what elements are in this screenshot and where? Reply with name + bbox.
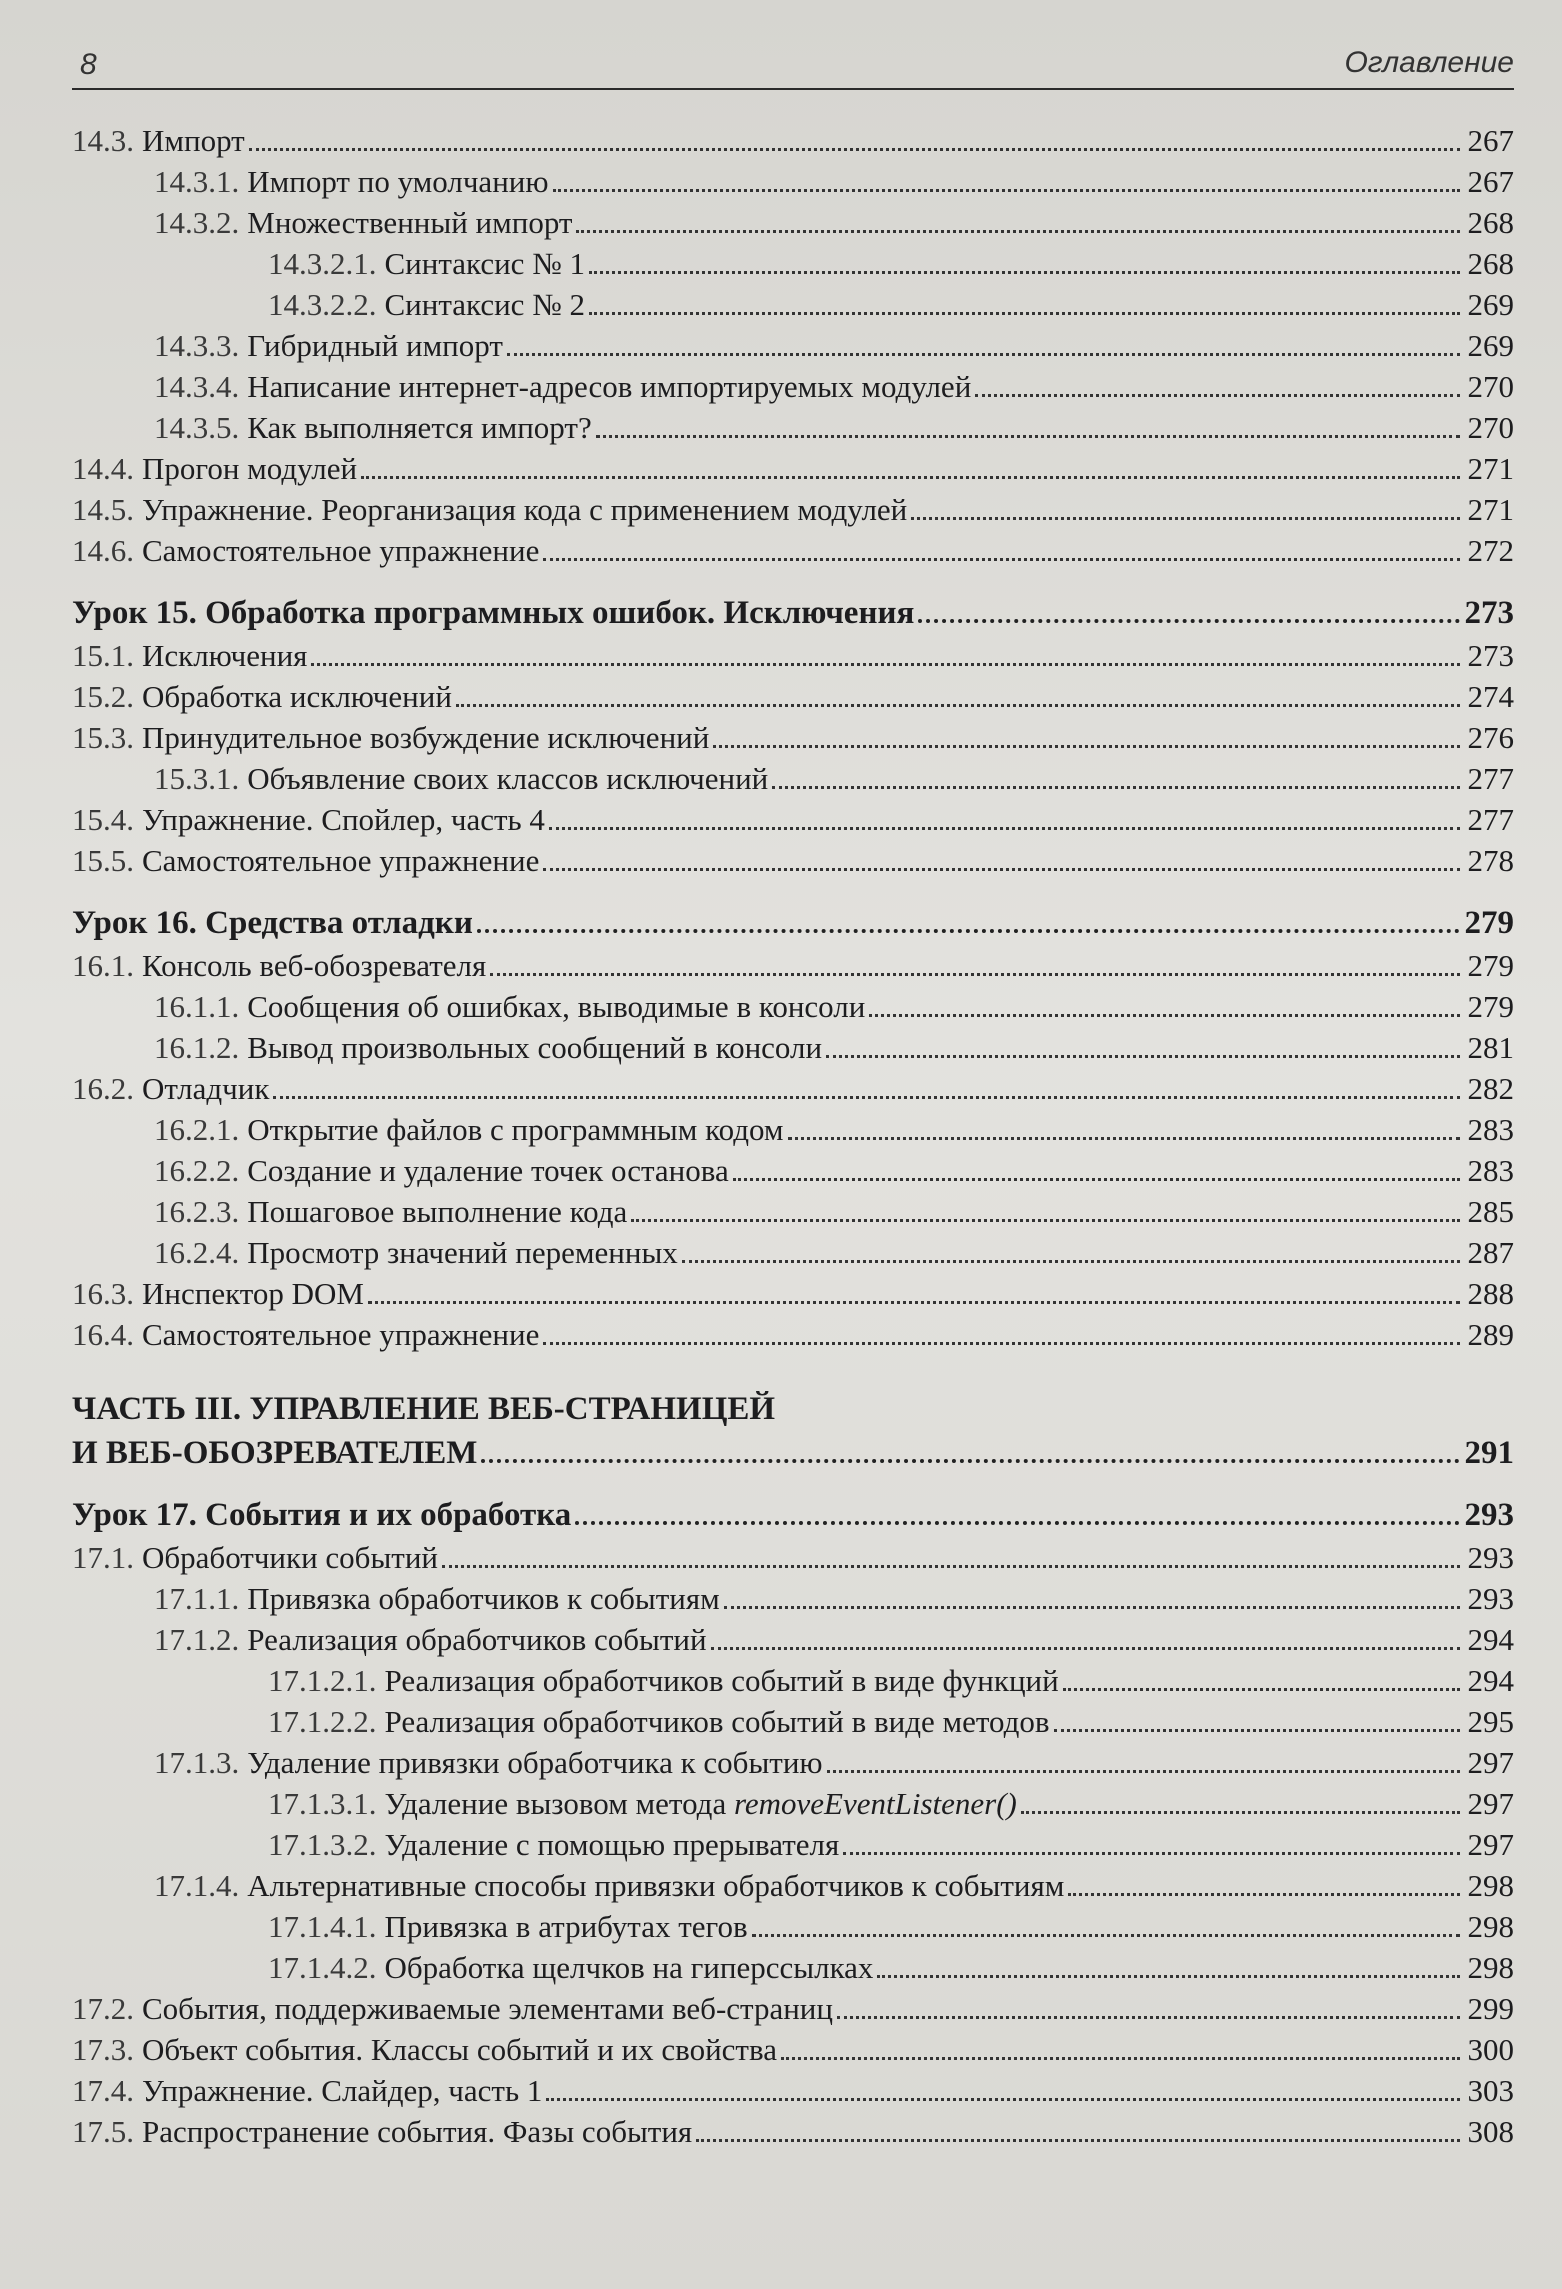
page-ref: 293 xyxy=(1464,1497,1514,1533)
entry-number: 17.4. xyxy=(72,2073,134,2108)
page-ref: 298 xyxy=(1467,1909,1514,1944)
entry-title-text: Удаление с помощью прерывателя xyxy=(384,1827,840,1862)
entry-title-text: Реализация обработчиков событий в виде методов xyxy=(384,1704,1050,1739)
entry-title xyxy=(247,758,768,799)
entry-number: 17.1.1. xyxy=(154,1581,240,1616)
entry-number: 17.1.3.1. xyxy=(268,1786,377,1821)
page-ref: 303 xyxy=(1467,2073,1514,2108)
lesson-heading xyxy=(72,591,1514,635)
leader-dots xyxy=(596,435,1460,438)
entry-number: 16.2. xyxy=(72,1071,134,1106)
entry-title-text: Самостоятельное упражнение xyxy=(142,1317,540,1352)
toc-entry xyxy=(72,1824,1514,1865)
leader-dots xyxy=(975,394,1460,397)
leader-dots xyxy=(733,1178,1460,1181)
leader-dots xyxy=(553,189,1460,192)
entry-title xyxy=(385,1701,1050,1742)
leader-dots xyxy=(456,704,1460,707)
entry-number: 15.3.1. xyxy=(154,761,240,796)
leader-dots xyxy=(827,1770,1460,1773)
leader-dots xyxy=(361,476,1460,479)
toc-entry xyxy=(72,2029,1514,2070)
toc-group-15 xyxy=(72,635,1514,881)
entry-title-code: removeEventListener() xyxy=(733,1786,1017,1821)
entry-title xyxy=(385,284,586,325)
entry-title-text: Удаление вызовом метода xyxy=(384,1786,727,1821)
leader-dots xyxy=(477,929,1460,933)
entry-number: 14.3.2.1. xyxy=(268,246,377,281)
toc-entry xyxy=(72,1619,1514,1660)
entry-number: 17.1.4. xyxy=(154,1868,240,1903)
leader-dots xyxy=(1054,1729,1460,1732)
toc-entry xyxy=(72,1742,1514,1783)
toc-entry xyxy=(72,1232,1514,1273)
entry-number: 14.3. xyxy=(72,123,134,158)
page-ref: 293 xyxy=(1467,1581,1514,1616)
leader-dots xyxy=(311,663,1460,666)
toc-entry xyxy=(72,1068,1514,1109)
entry-number: 14.5. xyxy=(72,492,134,527)
entry-number: 14.6. xyxy=(72,533,134,568)
toc-entry xyxy=(72,1578,1514,1619)
leader-dots xyxy=(543,868,1460,871)
page-ref: 271 xyxy=(1467,492,1514,527)
entry-number: 16.4. xyxy=(72,1317,134,1352)
toc-group-17 xyxy=(72,1537,1514,2152)
entry-number: 17.1.2.1. xyxy=(268,1663,377,1698)
toc-entry xyxy=(72,243,1514,284)
toc-group-16 xyxy=(72,945,1514,1355)
page-ref: 288 xyxy=(1467,1276,1514,1311)
entry-number: 14.3.3. xyxy=(154,328,240,363)
leader-dots xyxy=(249,148,1460,151)
page-ref: 285 xyxy=(1467,1194,1514,1229)
entry-title-text: Синтаксис № 1 xyxy=(384,246,586,281)
leader-dots xyxy=(1063,1688,1460,1691)
entry-title-text: Обработка щелчков на гиперссылках xyxy=(384,1950,874,1985)
toc-entry xyxy=(72,1783,1514,1824)
entry-number: 16.2.3. xyxy=(154,1194,240,1229)
entry-number: 16.1. xyxy=(72,948,134,983)
entry-title xyxy=(142,120,245,161)
entry-title-text: Отладчик xyxy=(142,1071,270,1106)
page-ref: 289 xyxy=(1467,1317,1514,1352)
leader-dots xyxy=(772,786,1460,789)
toc-entry xyxy=(72,448,1514,489)
entry-title-text: Консоль веб-обозревателя xyxy=(142,948,487,983)
entry-title-text: Синтаксис № 2 xyxy=(384,287,586,322)
toc-entry xyxy=(72,325,1514,366)
leader-dots xyxy=(843,1852,1460,1855)
lesson-heading xyxy=(72,1493,1514,1537)
entry-title xyxy=(247,1109,783,1150)
entry-title-text: Гибридный импорт xyxy=(247,328,503,363)
entry-number: 17.1.2. xyxy=(154,1622,240,1657)
toc-entry xyxy=(72,1947,1514,1988)
page-ref: 277 xyxy=(1467,802,1514,837)
leader-dots xyxy=(837,2016,1460,2019)
entry-title-text: Упражнение. Реорганизация кода с применением модулей xyxy=(142,492,908,527)
entry-title-text: Множественный импорт xyxy=(247,205,573,240)
page-ref: 270 xyxy=(1467,369,1514,404)
page-ref: 297 xyxy=(1467,1745,1514,1780)
page-ref: 282 xyxy=(1467,1071,1514,1106)
leader-dots xyxy=(589,312,1460,315)
leader-dots xyxy=(752,1934,1460,1937)
page-ref: 297 xyxy=(1467,1786,1514,1821)
entry-title-text: Удаление привязки обработчика к событию xyxy=(247,1745,823,1780)
entry-title xyxy=(142,489,907,530)
entry-title-text: Обработчики событий xyxy=(142,1540,438,1575)
entry-title-text: Вывод произвольных сообщений в консоли xyxy=(247,1030,823,1065)
entry-title xyxy=(247,1578,720,1619)
page-ref: 267 xyxy=(1467,164,1514,199)
toc-entry xyxy=(72,1150,1514,1191)
entry-title xyxy=(385,1660,1059,1701)
entry-number: 15.1. xyxy=(72,638,134,673)
page-ref: 278 xyxy=(1467,843,1514,878)
entry-title xyxy=(142,1273,364,1314)
entry-number: 15.4. xyxy=(72,802,134,837)
page-ref: 294 xyxy=(1467,1622,1514,1657)
entry-number: 17.2. xyxy=(72,1991,134,2026)
entry-title-text: Импорт xyxy=(142,123,245,158)
entry-title xyxy=(247,325,503,366)
toc-entry xyxy=(72,1660,1514,1701)
entry-title xyxy=(142,530,539,571)
toc-entry xyxy=(72,1988,1514,2029)
entry-title xyxy=(247,366,971,407)
entry-title-text: Открытие файлов с программным кодом xyxy=(247,1112,784,1147)
toc-entry xyxy=(72,676,1514,717)
leader-dots xyxy=(1068,1893,1460,1896)
entry-number: 14.4. xyxy=(72,451,134,486)
leader-dots xyxy=(549,827,1460,830)
entry-title-text: Исключения xyxy=(142,638,308,673)
toc-entry xyxy=(72,1701,1514,1742)
leader-dots xyxy=(713,745,1460,748)
leader-dots xyxy=(826,1055,1460,1058)
entry-title-text: Просмотр значений переменных xyxy=(247,1235,678,1270)
part-title-line2: И ВЕБ-ОБОЗРЕВАТЕЛЕМ xyxy=(72,1435,478,1471)
entry-title-text: Создание и удаление точек останова xyxy=(247,1153,729,1188)
toc-entry xyxy=(72,1537,1514,1578)
page-header xyxy=(72,18,1514,90)
entry-title-text: Распространение события. Фазы события xyxy=(142,2114,693,2149)
page-ref: 283 xyxy=(1467,1112,1514,1147)
page-ref: 298 xyxy=(1467,1950,1514,1985)
leader-dots xyxy=(631,1219,1460,1222)
leader-dots xyxy=(368,1301,1460,1304)
entry-title xyxy=(385,1824,840,1865)
entry-title-text: Написание интернет-адресов импортируемых модулей xyxy=(247,369,972,404)
entry-number: 17.5. xyxy=(72,2114,134,2149)
entry-title-text: Упражнение. Слайдер, часть 1 xyxy=(142,2073,543,2108)
entry-number: 16.1.1. xyxy=(154,989,240,1024)
entry-number: 17.3. xyxy=(72,2032,134,2067)
toc-entry xyxy=(72,758,1514,799)
page-ref: 308 xyxy=(1467,2114,1514,2149)
toc-entry xyxy=(72,717,1514,758)
leader-dots xyxy=(869,1014,1460,1017)
entry-number: 17.1.3. xyxy=(154,1745,240,1780)
entry-number: 17.1.4.2. xyxy=(268,1950,377,1985)
leader-dots xyxy=(575,1521,1460,1525)
entry-title xyxy=(247,407,591,448)
entry-title xyxy=(142,448,357,489)
toc-entry xyxy=(72,986,1514,1027)
toc-entry xyxy=(72,1314,1514,1355)
toc-entry xyxy=(72,799,1514,840)
entry-number: 15.2. xyxy=(72,679,134,714)
entry-title xyxy=(247,1027,822,1068)
page-ref: 276 xyxy=(1467,720,1514,755)
entry-title xyxy=(247,1191,627,1232)
toc-entry xyxy=(72,945,1514,986)
leader-dots xyxy=(543,558,1460,561)
entry-title xyxy=(247,1865,1064,1906)
leader-dots xyxy=(918,619,1460,623)
leader-dots xyxy=(1021,1811,1460,1814)
leader-dots xyxy=(273,1096,1460,1099)
entry-title-text: Реализация обработчиков событий xyxy=(247,1622,707,1657)
lesson-heading xyxy=(72,901,1514,945)
entry-title-text: Сообщения об ошибках, выводимые в консоли xyxy=(247,989,866,1024)
toc-entry xyxy=(72,407,1514,448)
page-ref: 272 xyxy=(1467,533,1514,568)
entry-title xyxy=(247,1742,822,1783)
leader-dots xyxy=(576,230,1460,233)
entry-title xyxy=(142,1314,539,1355)
entry-title-text: Пошаговое выполнение кода xyxy=(247,1194,628,1229)
page-ref: 299 xyxy=(1467,1991,1514,2026)
running-title: Оглавление xyxy=(1344,46,1514,79)
entry-title xyxy=(142,2029,777,2070)
page-ref: 267 xyxy=(1467,123,1514,158)
entry-title-text: Объект события. Классы событий и их свойства xyxy=(142,2032,777,2067)
page-ref: 279 xyxy=(1467,989,1514,1024)
entry-title-text: Самостоятельное упражнение xyxy=(142,843,540,878)
entry-title xyxy=(247,161,548,202)
page-ref: 293 xyxy=(1467,1540,1514,1575)
entry-title xyxy=(142,799,545,840)
leader-dots xyxy=(911,517,1460,520)
leader-dots xyxy=(781,2057,1460,2060)
toc-entry xyxy=(72,120,1514,161)
toc-entry xyxy=(72,530,1514,571)
entry-number: 17.1.4.1. xyxy=(268,1909,377,1944)
entry-title xyxy=(142,2070,542,2111)
leader-dots xyxy=(481,1459,1460,1463)
page-ref: 270 xyxy=(1467,410,1514,445)
page-ref: 279 xyxy=(1464,905,1514,941)
toc-entry xyxy=(72,1027,1514,1068)
lesson-title: Урок 16. Средства отладки xyxy=(72,905,473,941)
page-ref: 283 xyxy=(1467,1153,1514,1188)
entry-title xyxy=(385,243,586,284)
leader-dots xyxy=(507,353,1460,356)
page-ref: 279 xyxy=(1467,948,1514,983)
leader-dots xyxy=(490,973,1460,976)
entry-title-text: Привязка обработчиков к событиям xyxy=(247,1581,720,1616)
entry-number: 14.3.2. xyxy=(154,205,240,240)
entry-title-text: Инспектор DOM xyxy=(142,1276,364,1311)
entry-number: 14.3.5. xyxy=(154,410,240,445)
part-title-line1: ЧАСТЬ III. УПРАВЛЕНИЕ ВЕБ-СТРАНИЦЕЙ xyxy=(72,1391,776,1427)
page-ref: 273 xyxy=(1464,595,1514,631)
leader-dots xyxy=(788,1137,1461,1140)
entry-number: 15.5. xyxy=(72,843,134,878)
toc-entry xyxy=(72,1273,1514,1314)
lesson-title: Урок 17. События и их обработка xyxy=(72,1497,572,1533)
page-ref: 268 xyxy=(1467,205,1514,240)
toc-entry xyxy=(72,1865,1514,1906)
page-ref: 291 xyxy=(1464,1435,1514,1471)
page-number: 8 xyxy=(80,48,97,81)
entry-title xyxy=(142,1988,833,2029)
leader-dots xyxy=(442,1565,1460,1568)
entry-title-text: Как выполняется импорт? xyxy=(247,410,592,445)
leader-dots xyxy=(682,1260,1460,1263)
entry-title xyxy=(142,635,307,676)
page-ref: 273 xyxy=(1467,638,1514,673)
entry-title-text: Реализация обработчиков событий в виде функций xyxy=(384,1663,1059,1698)
entry-number: 14.3.1. xyxy=(154,164,240,199)
entry-number: 16.1.2. xyxy=(154,1030,240,1065)
entry-title xyxy=(142,1537,438,1578)
entry-number: 14.3.4. xyxy=(154,369,240,404)
page-ref: 269 xyxy=(1467,328,1514,363)
entry-number: 17.1. xyxy=(72,1540,134,1575)
toc-entry xyxy=(72,1191,1514,1232)
entry-number: 17.1.2.2. xyxy=(268,1704,377,1739)
entry-title xyxy=(247,1619,706,1660)
leader-dots xyxy=(546,2098,1460,2101)
page-ref: 269 xyxy=(1467,287,1514,322)
entry-title xyxy=(385,1947,874,1988)
toc-entry xyxy=(72,366,1514,407)
leader-dots xyxy=(589,271,1460,274)
entry-number: 14.3.2.2. xyxy=(268,287,377,322)
entry-number: 16.2.4. xyxy=(154,1235,240,1270)
entry-title-text: Принудительное возбуждение исключений xyxy=(142,720,710,755)
leader-dots xyxy=(877,1975,1460,1978)
page-ref: 281 xyxy=(1467,1030,1514,1065)
part-heading xyxy=(72,1387,1514,1475)
entry-title-text: События, поддерживаемые элементами веб-страниц xyxy=(142,1991,833,2026)
entry-title xyxy=(142,676,452,717)
entry-title-text: Объявление своих классов исключений xyxy=(247,761,769,796)
entry-number: 15.3. xyxy=(72,720,134,755)
entry-title-text: Упражнение. Спойлер, часть 4 xyxy=(142,802,545,837)
leader-dots xyxy=(724,1606,1460,1609)
toc-entry xyxy=(72,1109,1514,1150)
entry-title-text: Импорт по умолчанию xyxy=(247,164,549,199)
entry-title xyxy=(247,986,865,1027)
page-ref: 271 xyxy=(1467,451,1514,486)
toc-group-14 xyxy=(72,120,1514,571)
page-ref: 287 xyxy=(1467,1235,1514,1270)
entry-title-text: Альтернативные способы привязки обработчиков к событиям xyxy=(247,1868,1065,1903)
page-ref: 274 xyxy=(1467,679,1514,714)
entry-title xyxy=(385,1783,1017,1824)
table-of-contents xyxy=(72,120,1514,2152)
entry-title-text: Привязка в атрибутах тегов xyxy=(384,1909,748,1944)
entry-number: 16.2.2. xyxy=(154,1153,240,1188)
entry-title-text: Прогон модулей xyxy=(142,451,358,486)
page-ref: 268 xyxy=(1467,246,1514,281)
toc-entry xyxy=(72,2070,1514,2111)
entry-number: 17.1.3.2. xyxy=(268,1827,377,1862)
page-ref: 294 xyxy=(1467,1663,1514,1698)
entry-title xyxy=(247,1232,678,1273)
part-title-line2-row xyxy=(72,1431,1514,1475)
entry-title xyxy=(247,1150,728,1191)
page-ref: 300 xyxy=(1467,2032,1514,2067)
toc-entry xyxy=(72,635,1514,676)
entry-title xyxy=(247,202,572,243)
entry-title xyxy=(142,945,486,986)
leader-dots xyxy=(543,1342,1460,1345)
toc-entry xyxy=(72,1906,1514,1947)
leader-dots xyxy=(711,1647,1460,1650)
entry-title xyxy=(385,1906,748,1947)
entry-number: 16.3. xyxy=(72,1276,134,1311)
page-ref: 297 xyxy=(1467,1827,1514,1862)
page-ref: 277 xyxy=(1467,761,1514,796)
toc-entry xyxy=(72,840,1514,881)
entry-number: 16.2.1. xyxy=(154,1112,240,1147)
entry-title-text: Обработка исключений xyxy=(142,679,452,714)
toc-entry xyxy=(72,284,1514,325)
toc-entry xyxy=(72,202,1514,243)
entry-title xyxy=(142,2111,692,2152)
leader-dots xyxy=(696,2139,1460,2142)
entry-title-text: Самостоятельное упражнение xyxy=(142,533,540,568)
toc-entry xyxy=(72,161,1514,202)
entry-title xyxy=(142,717,709,758)
toc-entry xyxy=(72,489,1514,530)
page-ref: 298 xyxy=(1467,1868,1514,1903)
entry-title xyxy=(142,1068,269,1109)
toc-entry xyxy=(72,2111,1514,2152)
lesson-title: Урок 15. Обработка программных ошибок. Исключения xyxy=(72,595,915,631)
page-ref: 295 xyxy=(1467,1704,1514,1739)
entry-title xyxy=(142,840,539,881)
